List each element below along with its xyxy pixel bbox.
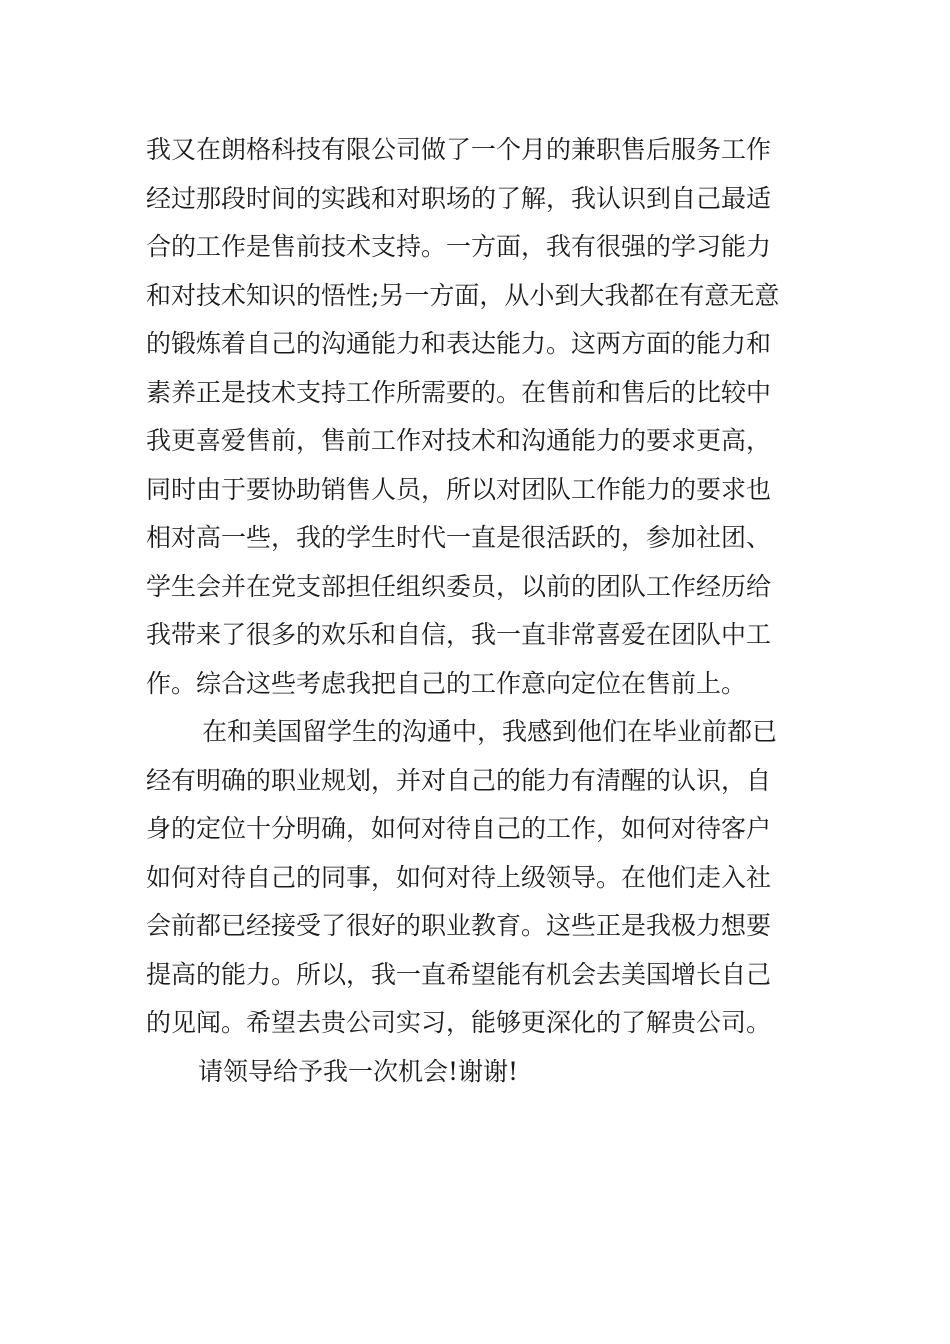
text-line: 我带来了很多的欢乐和自信，我一直非常喜爱在团队中工 [146, 620, 772, 649]
text-line: 如何对待自己的同事，如何对待上级领导。在他们走入社 [146, 862, 772, 892]
text-line: 素养正是技术支持工作所需要的。在售前和售后的比较中 [146, 377, 772, 407]
text-line: 经有明确的职业规划，并对自己的能力有清醒的认识，自 [146, 765, 772, 795]
paragraph-2 [146, 708, 811, 1048]
closing-line: 请领导给予我一次机会!谢谢! [198, 1056, 519, 1086]
text-line: 我更喜爱售前，售前工作对技术和沟通能力的要求更高， [146, 426, 772, 455]
paragraph-3 [146, 1048, 811, 1097]
text-line: 同时由于要协助销售人员，所以对团队工作能力的要求也 [146, 474, 772, 504]
text-line: 的见闻。希望去贵公司实习，能够更深化的了解贵公司。 [146, 1008, 772, 1037]
text-line: 作。综合这些考虑我把自己的工作意向定位在售前上。 [146, 668, 747, 698]
text-line: 在和美国留学生的沟通中，我感到他们在毕业前都已 [202, 717, 778, 746]
text-line: 相对高一些，我的学生时代一直是很活跃的，参加社团、 [146, 523, 772, 552]
text-line: 的锻炼着自己的沟通能力和表达能力。这两方面的能力和 [146, 329, 772, 358]
document-body [146, 126, 811, 1096]
text-line: 和对技术知识的悟性;另一方面，从小到大我都在有意无意 [146, 280, 780, 310]
text-line: 我又在朗格科技有限公司做了一个月的兼职售后服务工作 [146, 135, 772, 164]
text-line: 会前都已经接受了很好的职业教育。这些正是我极力想要 [146, 911, 772, 940]
text-line: 身的定位十分明确，如何对待自己的工作，如何对待客户 [146, 814, 772, 843]
text-line: 提高的能力。所以，我一直希望能有机会去美国增长自己 [146, 959, 772, 989]
paragraph-1 [146, 126, 811, 708]
text-line: 合的工作是售前技术支持。一方面，我有很强的学习能力 [146, 232, 772, 261]
text-line: 学生会并在党支部担任组织委员，以前的团队工作经历给 [146, 571, 772, 601]
text-line: 经过那段时间的实践和对职场的了解，我认识到自己最适 [146, 183, 772, 213]
